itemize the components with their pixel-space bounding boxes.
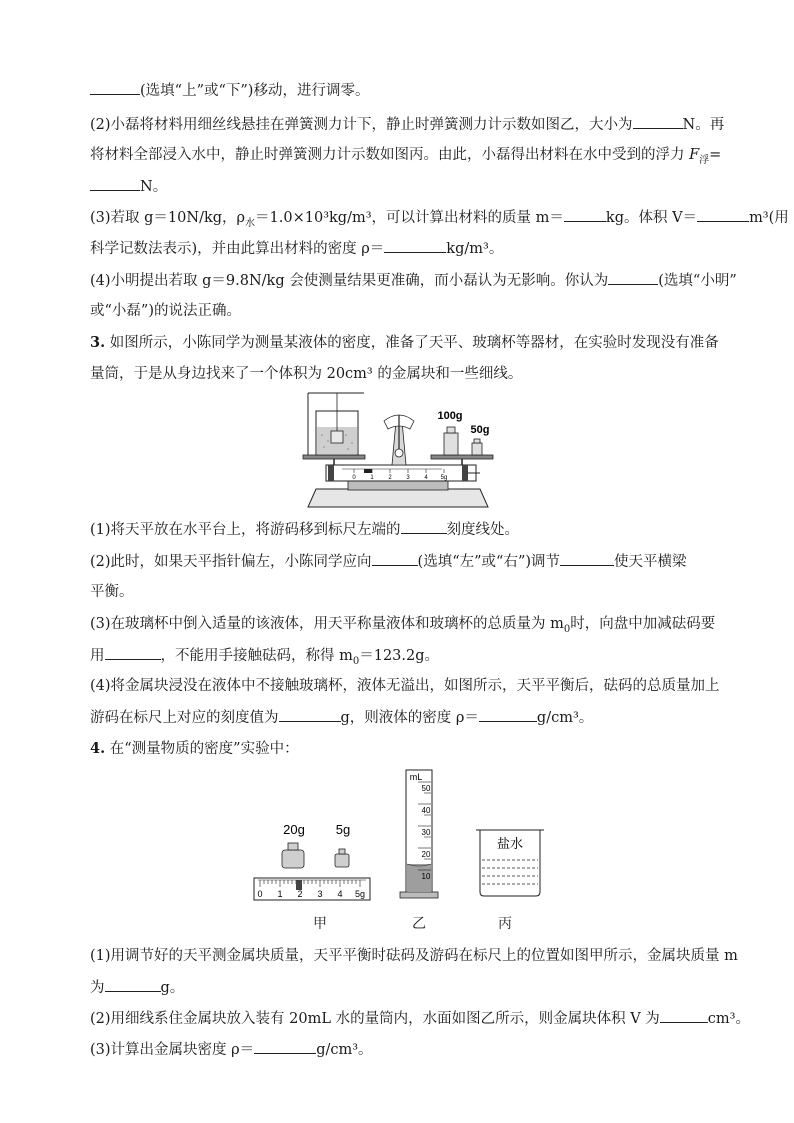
q3-part3-text: (3)在玻璃杯中倒入适量的该液体，用天平称量液体和玻璃杯的总质量为 m (90, 616, 564, 632)
q3-part4-text: 游码在标尺上对应的刻度值为 (90, 710, 279, 726)
q3-part3-line1 (90, 614, 715, 640)
q3-intro-line2 (90, 364, 522, 384)
symbol-f: F (689, 147, 700, 163)
answer-blank[interactable] (372, 551, 418, 566)
q2-blank-line (90, 80, 369, 101)
ruler-tick-label: 3 (406, 475, 410, 481)
answer-blank[interactable] (479, 707, 537, 722)
unit-text: N。 (140, 179, 168, 195)
balance-screw-left (328, 465, 334, 481)
answer-blank[interactable] (105, 645, 161, 660)
q2-part3-text: kg。体积 V＝ (605, 210, 698, 226)
q4-intro-line (90, 739, 299, 759)
q4-part1-text: 为 (90, 980, 105, 996)
q3-part1-line (90, 519, 519, 540)
ruler-tick-label: 5g (440, 475, 448, 481)
weight-100g (444, 433, 458, 455)
subscript: 浮 (699, 154, 710, 166)
q2-part2-line1 (90, 114, 724, 135)
equals: = (709, 147, 722, 163)
q3-part1-text: 刻度线处。 (446, 522, 520, 538)
q4-part3-text: (3)计算出金属块密度 ρ＝ (90, 1042, 255, 1058)
q3-intro-line1 (90, 333, 719, 353)
ruler-tick-label: 2 (388, 475, 392, 481)
q2-part3-line2 (90, 238, 503, 259)
unit-text: cm³。 (707, 1011, 750, 1027)
ruler-tick-label: 3 (317, 889, 323, 899)
balance-figure (298, 385, 498, 510)
subscript: 0 (352, 655, 360, 667)
q2-part4-text: 或“小磊”)的说法正确。 (90, 303, 241, 319)
cylinder-tick-label: 20 (421, 850, 431, 859)
question-number: 4. (90, 740, 106, 757)
q2-part4-line2 (90, 301, 241, 321)
q3-part2-text: 使天平横梁 (614, 554, 687, 570)
weight-20g (282, 843, 304, 868)
answer-blank[interactable] (660, 1008, 708, 1023)
density-figure (250, 764, 550, 909)
answer-blank[interactable] (401, 519, 447, 534)
q2-part2-text: (2)小磊将材料用细丝线悬挂在弹簧测力计下，静止时弹簧测力计示数如图乙，大小为 (90, 117, 633, 133)
salt-water-beaker (476, 830, 544, 896)
q3-intro-text: 量筒，于是从身边找来了一个体积为 20cm³ 的金属块和一些细线。 (90, 366, 523, 382)
answer-blank[interactable] (384, 238, 446, 253)
q3-part4-line1 (90, 676, 720, 696)
q3-part4-text: (4)将金属块浸没在液体中不接触玻璃杯，液体无溢出，如图所示，天平平衡后，砝码的总质量加上 (90, 678, 720, 694)
ruler-tick-label: 0 (352, 475, 356, 481)
q3-part3-text: ＝123.2g。 (359, 648, 440, 664)
q2-part3-text: 科学记数法表示)，并由此算出材料的密度 ρ＝ (90, 241, 385, 257)
cylinder-unit: mL (409, 772, 423, 782)
q3-part2-text: (选填“左”或“右”)调节 (417, 554, 561, 570)
q3-part2-line1 (90, 551, 687, 572)
answer-blank[interactable] (564, 207, 606, 222)
right-pan (431, 455, 493, 459)
answer-blank[interactable] (90, 80, 140, 95)
metal-block (331, 431, 343, 443)
caption-yi: 乙 (412, 916, 426, 932)
q2-part4-text: (选填“小明” (658, 273, 737, 289)
graduated-cylinder (400, 770, 438, 898)
cylinder-tick-label: 40 (421, 806, 431, 815)
q3-part1-text: (1)将天平放在水平台上，将游码移到标尺左端的 (90, 522, 401, 538)
q2-part3-line1 (90, 207, 789, 234)
unit-text: kg/m³。 (446, 241, 504, 257)
q2-part2-unit: N。再 (682, 117, 725, 133)
ruler-tick-label: 1 (370, 475, 374, 481)
q4-part2-line (90, 1008, 750, 1029)
answer-blank[interactable] (633, 114, 683, 129)
q2-part3-text: m³(用 (749, 210, 789, 226)
q3-part2-text: (2)此时，如果天平指针偏左，小陈同学应向 (90, 554, 372, 570)
question-number: 3. (90, 334, 106, 351)
q2-part2-text: 将材料全部浸入水中，静止时弹簧测力计示数如图丙。由此，小磊得出材料在水中受到的浮力 (90, 147, 685, 163)
q4-part1-line2 (90, 977, 184, 998)
q3-part4-line2 (90, 707, 593, 728)
q4-part1-line1 (90, 946, 738, 966)
answer-blank[interactable] (254, 1039, 316, 1054)
weight-label: 5g (335, 822, 351, 837)
q2-text: (选填“上”或“下”)移动，进行调零。 (140, 83, 370, 99)
weight-50g (472, 443, 482, 455)
weight-5g (335, 849, 349, 867)
weight-label: 50g (470, 424, 490, 436)
q4-part3-line (90, 1039, 373, 1060)
q3-intro-text: 如图所示，小陈同学为测量某液体的密度，准备了天平、玻璃杯等器材，在实验时发现没有准备 (109, 335, 719, 351)
left-pan (303, 455, 365, 459)
unit-text: g。 (160, 980, 185, 996)
q2-part4-line1 (90, 270, 737, 291)
beaker-label: 盐水 (496, 836, 524, 851)
subscript: 水 (245, 217, 256, 229)
unit-text: g/cm³。 (316, 1042, 373, 1058)
q3-part3-text: 时，向盘中加减砝码要 (570, 616, 716, 632)
q3-part2-text: 平衡。 (90, 584, 134, 600)
q2-part2-line3 (90, 176, 167, 197)
subscript: 0 (563, 623, 571, 635)
q2-part3-text: (3)若取 g＝10N/kg，ρ (90, 210, 246, 226)
q4-part2-text: (2)用细线系住金属块放入装有 20mL 水的量筒内，水面如图乙所示，则金属块体积 V 为 (90, 1011, 660, 1027)
caption-bing: 丙 (498, 916, 512, 932)
answer-blank[interactable] (279, 707, 341, 722)
rider-mass (364, 469, 372, 473)
weight-label: 20g (283, 822, 305, 837)
q4-part1-text: (1)用调节好的天平测金属块质量，天平平衡时砝码及游码在标尺上的位置如图甲所示，金属块质量 m (90, 948, 738, 964)
answer-blank[interactable] (105, 977, 161, 992)
unit-text: g/cm³。 (536, 710, 594, 726)
q3-part3-text: ，不能用手接触砝码，称得 m (160, 648, 353, 664)
caption-jia: 甲 (313, 916, 327, 932)
cylinder-tick-label: 30 (421, 828, 431, 837)
cylinder-tick-label: 10 (421, 872, 431, 881)
q2-part3-text: ＝1.0×10³kg/m³，可以计算出材料的质量 m＝ (255, 210, 564, 226)
q3-part3-line2 (90, 645, 439, 672)
balance-screw-right (462, 465, 468, 481)
q3-part2-line2 (90, 582, 134, 602)
q3-part4-text: g，则液体的密度 ρ＝ (340, 710, 479, 726)
q2-part2-line2 (90, 145, 721, 171)
ruler-tick-label: 5g (354, 889, 366, 899)
ruler-tick-label: 4 (424, 475, 428, 481)
q2-part4-text: (4)小明提出若取 g＝9.8N/kg 会使测量结果更准确，而小磊认为无影响。你认为 (90, 273, 609, 289)
ruler-tick-label: 0 (257, 889, 263, 899)
cylinder-tick-label: 50 (421, 784, 431, 793)
density-illustration (250, 764, 550, 909)
ruler-tick-label: 2 (297, 889, 303, 899)
answer-blank[interactable] (608, 270, 658, 285)
ruler-tick-label: 4 (337, 889, 343, 899)
answer-blank[interactable] (560, 551, 614, 566)
answer-blank[interactable] (697, 207, 749, 222)
q3-part3-text: 用 (90, 648, 105, 664)
ruler-tick-label: 1 (277, 889, 283, 899)
weight-label: 100g (437, 410, 463, 422)
balance-illustration (298, 385, 498, 510)
q4-intro-text: 在“测量物质的密度”实验中： (109, 741, 299, 757)
answer-blank[interactable] (90, 176, 140, 191)
